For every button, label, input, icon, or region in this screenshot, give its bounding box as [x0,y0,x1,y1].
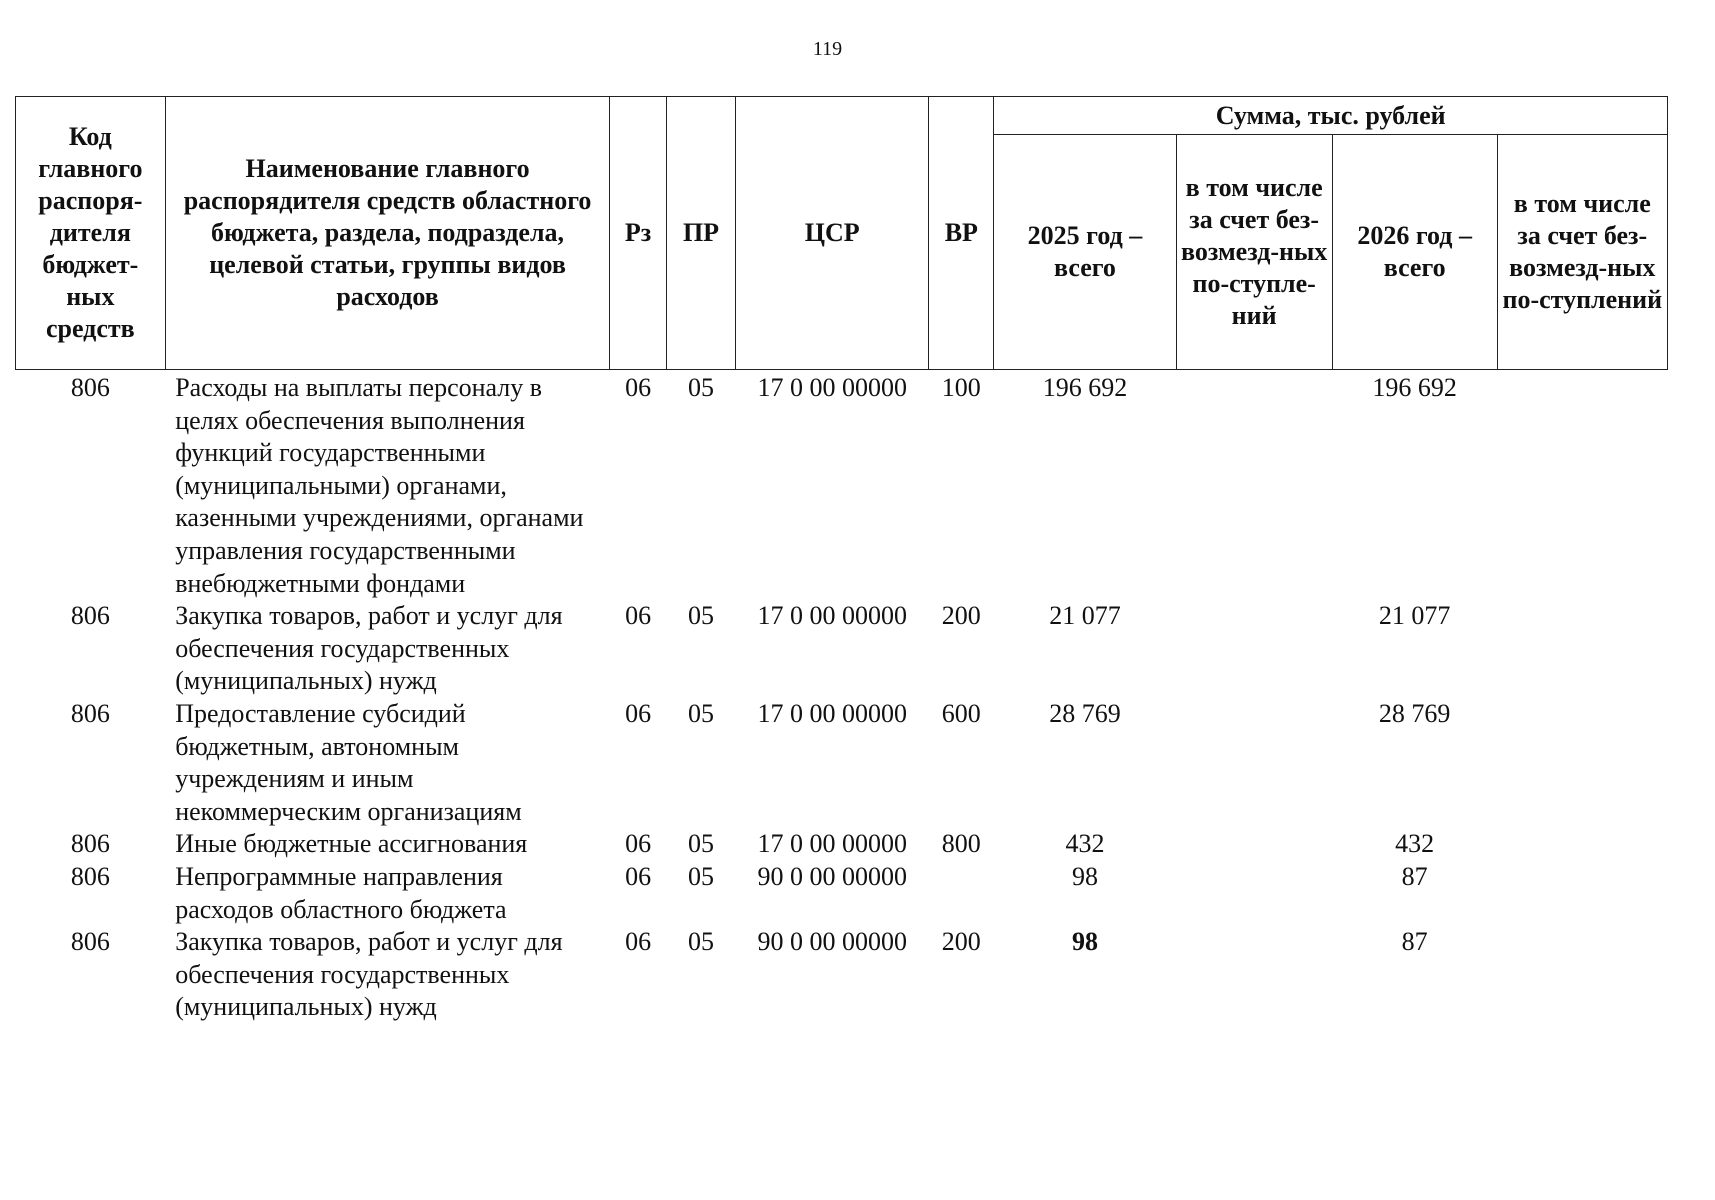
cell-2026-total: 87 [1401,927,1428,957]
cell-name: Расходы на выплаты персоналу в целях обеспечения выполнения функций государственными (муниципальными) органами, казенными учреждениями, органами управления государственными внебюджетными фондами [175,373,584,598]
table-row [16,861,1668,926]
cell-2025-grants [1176,370,1332,601]
cell-2026-grants [1497,698,1667,828]
cell-rz: 06 [625,601,652,631]
page-number: 119 [812,38,843,60]
table-row [16,370,1668,601]
cell-pr: 05 [688,601,714,631]
table-row [16,698,1668,828]
cell-2026-grants [1497,370,1667,601]
header-code: Код главного распоря-дителя бюджет-ных средств [16,97,166,370]
cell-2025-total: 196 692 [1042,373,1128,402]
cell-vr: 800 [941,829,981,859]
cell-csr: 17 0 00 00000 [757,829,907,859]
cell-2025-total: 432 [1065,829,1105,859]
cell-2025-grants [1176,828,1332,861]
cell-2025-total: 98 [1071,927,1098,957]
header-2025-grants: в том числе за счет без-возмезд-ных по-ступле-ний [1176,135,1332,370]
cell-2025-grants [1176,926,1332,1024]
cell-csr: 90 0 00 00000 [757,861,907,891]
cell-vr [929,861,994,926]
cell-rz: 06 [625,373,652,402]
budget-table [15,96,1668,1024]
cell-vr: 200 [941,927,981,957]
table-row [16,926,1668,1024]
cell-rz: 06 [625,698,652,728]
cell-2026-total: 28 769 [1378,698,1451,728]
cell-2026-grants [1497,926,1667,1024]
cell-csr: 17 0 00 00000 [757,373,907,402]
cell-code: 806 [70,601,110,631]
cell-csr: 17 0 00 00000 [757,601,907,631]
header-csr: ЦСР [736,97,929,370]
cell-2026-grants [1497,600,1667,698]
cell-pr: 05 [688,698,714,728]
cell-rz: 06 [625,861,652,891]
cell-rz: 06 [625,927,652,957]
cell-csr: 90 0 00 00000 [757,927,907,957]
cell-code: 806 [70,927,110,957]
cell-2025-total: 21 077 [1049,601,1121,631]
cell-name: Иные бюджетные ассигнования [175,829,528,859]
cell-2025-grants [1176,698,1332,828]
cell-2026-grants [1497,861,1667,926]
cell-2025-grants [1176,600,1332,698]
table-row [16,600,1668,698]
cell-name: Закупка товаров, работ и услуг для обеспечения государственных (муниципальных) нужд [175,927,563,1022]
cell-pr: 05 [688,829,714,859]
cell-vr: 100 [941,373,981,402]
cell-2026-grants [1497,828,1667,861]
cell-2026-total: 21 077 [1378,601,1451,631]
cell-code: 806 [70,698,110,728]
table-row [16,828,1668,861]
cell-pr: 05 [688,927,714,957]
header-2026-total: 2026 год – всего [1332,135,1497,370]
cell-2026-total: 196 692 [1372,373,1457,402]
cell-vr: 200 [941,601,981,631]
cell-vr: 600 [941,698,981,728]
cell-2026-total: 432 [1395,829,1435,859]
header-name: Наименование главного распорядителя средств областного бюджета, раздела, подраздела, целевой статьи, группы видов расходов [165,97,610,370]
cell-2025-total: 98 [1071,861,1098,891]
cell-2026-total: 87 [1401,861,1428,891]
cell-code: 806 [70,829,110,859]
cell-name: Закупка товаров, работ и услуг для обеспечения государственных (муниципальных) нужд [175,601,563,696]
cell-pr: 05 [688,373,714,402]
header-2026-grants: в том числе за счет без-возмезд-ных по-ступлений [1497,135,1667,370]
cell-name: Непрограммные направления расходов областного бюджета [175,861,507,924]
header-vr: ВР [929,97,994,370]
header-rz: Рз [610,97,666,370]
cell-2025-grants [1176,861,1332,926]
header-sum-title: Сумма, тыс. рублей [994,97,1668,135]
cell-csr: 17 0 00 00000 [757,698,907,728]
cell-pr: 05 [688,861,714,891]
header-pr: ПР [666,97,735,370]
cell-code: 806 [70,861,110,891]
cell-2025-total: 28 769 [1049,698,1121,728]
cell-rz: 06 [625,829,652,859]
cell-name: Предоставление субсидий бюджетным, автономным учреждениям и иным некоммерческим организациям [175,698,522,826]
cell-code: 806 [70,373,110,402]
header-2025-total: 2025 год – всего [994,135,1176,370]
